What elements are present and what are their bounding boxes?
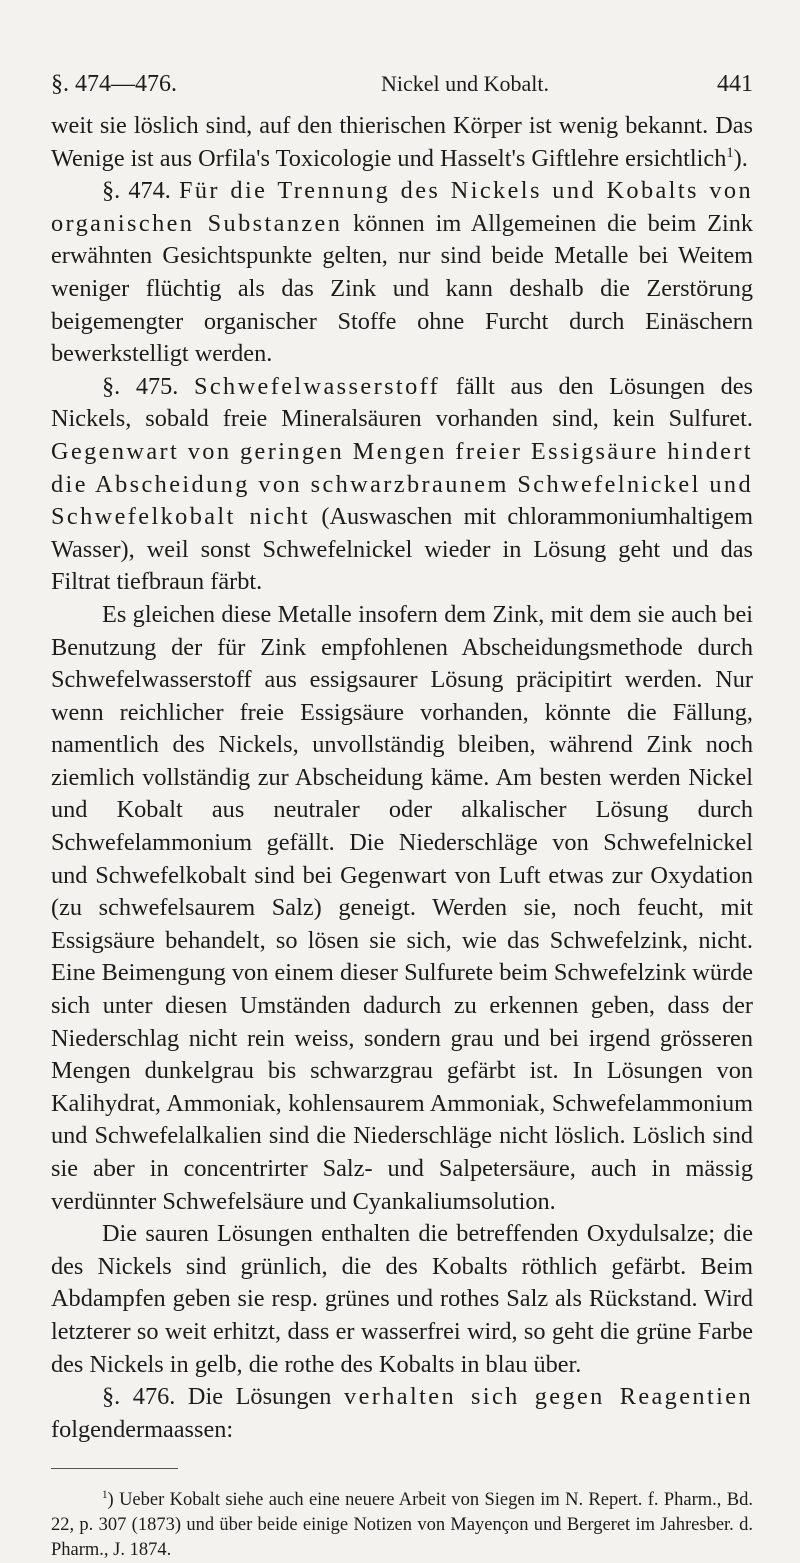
paragraph-476: §. 476. Die Lösungen verhalten sich gegen Reagentien folgendermaassen: [51,1383,754,1443]
chapter-title: Nickel und Kobalt. [380,71,550,96]
paragraph-474: §. 474. Für die Trennung des Nickels und Kobalts von organischen Substanzen können im Allgemeinen die beim Zink erwähnten Gesichtspunkte gelten, nur sind beide Metalle bei Weitem weniger flüchtig als das Zink und kann deshalb die Zerstörung beigemengter organischer Stoffe ohne Furcht durch Einäschern bewerkstelligt werden. [51,177,753,368]
running-header [51,70,753,98]
footnote-marker: 1 [102,1488,108,1501]
paragraph-continuation: weit sie löslich sind, auf den thierischen Körper ist wenig bekannt. Das Wenige ist aus Orfila's Toxicologie und Hasselt's Giftlehre ersichtlich$^1$). [51,112,753,172]
emphasis-476: verhalten sich gegen Reagentien [344,1383,754,1411]
emphasis-475: Gegenwart von geringen Mengen freier Essigsäure hindert die Abscheidung von schwarzbraunem Schwefelnickel und Schwefelkobalt nicht [51,437,753,531]
page-number: 441 [717,71,753,97]
section-number-475: §. 475. [102,372,179,400]
footnote-divider [51,1468,178,1469]
footnote: $^1$) Ueber Kobalt siehe auch eine neuere Arbeit von Siegen im N. Repert. f. Pharm., Bd. 22, p. 307 (1873) und über beide einige Notizen von Mayençon und Bergeret im Jahresber. d. Pharm., J. 1874. [51,1488,753,1560]
body-text [51,110,753,1446]
section-range: §. 474—476. [51,71,177,97]
section-title-474: Für die Trennung des Nickels und Kobalts von organischen Substanzen [51,177,753,237]
paragraph-475: §. 475. Schwefelwasserstoff fällt aus den Lösungen des Nickels, sobald freie Mineralsäuren vorhanden sind, kein Sulfuret. Gegenwart von geringen Mengen freier Essigsäure hindert die Abscheidung von schwarzbraunem Schwefelnickel und Schwefelkobalt nicht (Auswaschen mit chlorammoniumhaltigem Wasser), weil sonst Schwefelnickel wieder in Lösung geht und das Filtrat tiefbraun färbt. [51,372,753,596]
paragraph-oxydulsalze: Die sauren Lösungen enthalten die betreffenden Oxydulsalze; die des Nickels sind grünlich, die des Kobalts röthlich gefärbt. Beim Abdampfen geben sie resp. grünes und rothes Salz als Rückstand. Wird letzterer so weit erhitzt, dass er wasserfrei wird, so geht die grüne Farbe des Nickels in gelb, die rothe des Kobalts in blau über. [51,1220,753,1378]
section-title-475: Schwefelwasserstoff [193,372,441,400]
footnote-reference[interactable]: 1 [726,144,734,161]
section-number-476: §. 476. [102,1383,176,1411]
section-number-474: §. 474. [102,177,171,205]
paragraph-475-continued: Es gleichen diese Metalle insofern dem Zink, mit dem sie auch bei Benutzung der für Zink empfohlenen Abscheidungsmethode durch Schwefelwasserstoff aus essigsaurer Lösung präcipitirt werden. Nur wenn reichlicher freie Essigsäure vorhanden, könnte die Fällung, namentlich des Nickels, unvollständig bleiben, während Zink noch ziemlich vollständig zur Abscheidung käme. Am besten werden Nickel und Kobalt aus neutraler oder alkalischer Lösung durch Schwefelammonium gefällt. Die Niederschläge von Schwefelnickel und Schwefelkobalt sind bei Gegenwart von Luft etwas zur Oxydation (zu schwefelsaurem Salz) geneigt. Werden sie, noch feucht, mit Essigsäure behandelt, so lösen sie sich, wie das Schwefelzink, nicht. Eine Beimengung von einem dieser Sulfurete beim Schwefelzink würde sich unter diesen Umständen dadurch zu erkennen geben, dass der Niederschlag nicht rein weiss, sondern grau und bei irgend grösseren Mengen dunkelgrau bis schwarzgrau gefärbt ist. In Lösungen von Kalihydrat, Ammoniak, kohlensaurem Ammoniak, Schwefelammonium und Schwefelalkalien sind die Niederschläge nicht löslich. Löslich sind sie aber in concentrirter Salz- und Salpetersäure, auch in mässig verdünnter Schwefelsäure und Cyankaliumsolution. [51,600,753,1215]
